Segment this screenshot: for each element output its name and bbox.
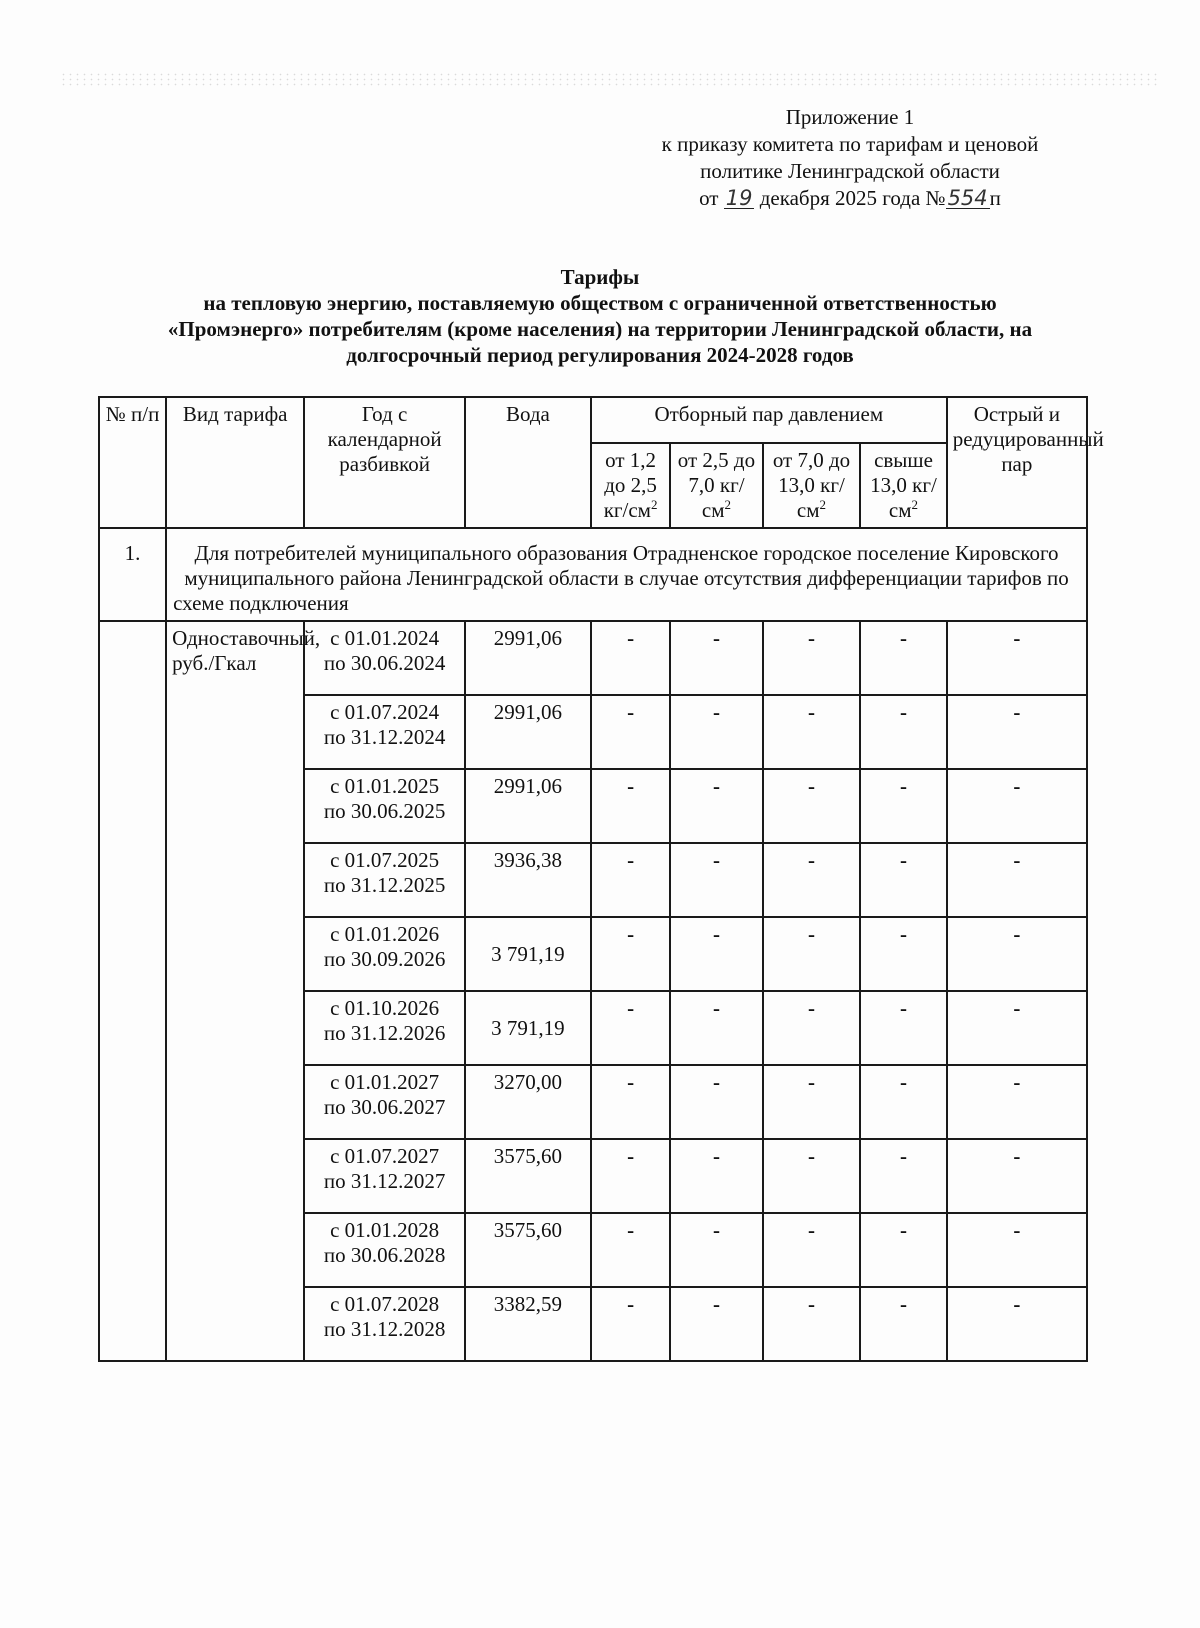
header-acute: Острый и редуцированный пар [947,397,1087,528]
dash-cell: - [670,917,762,991]
period-from: с 01.01.2027 [330,1070,440,1094]
water-value: 3936,38 [465,843,591,917]
dash-cell: - [763,769,861,843]
dash-cell: - [591,1065,670,1139]
dash-cell: - [860,695,946,769]
header-row-1 [99,397,1087,443]
dash-cell: - [860,843,946,917]
water-value: 3 791,19 [465,991,591,1065]
header-pressure-2 [670,443,762,528]
dash-cell: - [591,991,670,1065]
period-to: по 31.12.2025 [323,873,446,897]
title-line-4: долгосрочный период регулирования 2024-2028 годов [346,343,854,367]
period-to: по 30.06.2024 [323,651,446,675]
period-from: с 01.10.2026 [330,996,440,1020]
dash-cell: - [947,695,1087,769]
period-to: по 30.06.2028 [323,1243,446,1267]
section-num: 1. [99,528,166,621]
period-from: с 01.01.2025 [330,774,440,798]
period-cell [304,917,465,991]
table-row [99,621,1087,695]
header-year: Год с календарной разбивкой [304,397,465,528]
section-row [99,528,1087,621]
header-num: № п/п [99,397,166,528]
appendix-line-4 [560,185,1140,212]
period-from: с 01.01.2026 [330,922,440,946]
period-cell [304,695,465,769]
dash-cell: - [591,843,670,917]
document-title [100,264,1100,368]
section-text: Для потребителей муниципального образования Отрадненское городское поселение Кировского муниципального района Ленинградской области в случае отсутствия дифференциации тарифов по схеме подключения [166,528,1087,621]
dash-cell: - [763,917,861,991]
dash-cell: - [860,621,946,695]
dash-cell: - [947,1139,1087,1213]
header-type: Вид тарифа [166,397,304,528]
dash-cell: - [591,769,670,843]
title-line-1: Тарифы [560,265,640,289]
header-pressure-1-text: от 1,2 до 2,5 кг/см [603,448,657,522]
header-steam-group: Отборный пар давлением [591,397,947,443]
handwritten-number: 554 [947,186,988,210]
dash-cell: - [763,843,861,917]
appendix-prefix: от [699,186,719,210]
dash-cell: - [670,1287,762,1361]
water-value: 3270,00 [465,1065,591,1139]
water-value: 3575,60 [465,1213,591,1287]
dash-cell: - [763,695,861,769]
dash-cell: - [591,695,670,769]
header-pressure-4-text: свыше 13,0 кг/см [870,448,937,522]
period-to: по 30.06.2025 [323,799,446,823]
period-cell [304,1139,465,1213]
dash-cell: - [591,1213,670,1287]
dash-cell: - [763,1065,861,1139]
dash-cell: - [860,1139,946,1213]
period-from: с 01.07.2025 [330,848,440,872]
dash-cell: - [763,1213,861,1287]
appendix-line-3: политике Ленинградской области [700,159,1000,183]
period-from: с 01.07.2024 [330,700,440,724]
header-pressure-4 [860,443,946,528]
dash-cell: - [591,917,670,991]
dash-cell: - [947,991,1087,1065]
dash-cell: - [947,769,1087,843]
dash-cell: - [670,621,762,695]
water-value: 3575,60 [465,1139,591,1213]
dash-cell: - [860,991,946,1065]
dash-cell: - [591,1139,670,1213]
header-pressure-3-text: от 7,0 до 13,0 кг/см [772,448,851,522]
dash-cell: - [947,1213,1087,1287]
dash-cell: - [947,621,1087,695]
header-pressure-2-text: от 2,5 до 7,0 кг/см [677,448,756,522]
dash-cell: - [591,1287,670,1361]
header-water: Вода [465,397,591,528]
appendix-line-2: к приказу комитета по тарифам и ценовой [661,132,1039,156]
period-from: с 01.07.2028 [330,1292,440,1316]
water-value: 2991,06 [465,695,591,769]
sup-4: 2 [911,497,919,512]
tariff-table [98,396,1104,1362]
appendix-middle: декабря 2025 года № [759,186,946,210]
period-to: по 30.09.2026 [323,947,446,971]
period-from: с 01.01.2028 [330,1218,440,1242]
appendix-suffix: п [989,186,1001,210]
period-cell [304,769,465,843]
dash-cell: - [763,991,861,1065]
dash-cell: - [860,1287,946,1361]
appendix-block [560,104,1140,212]
sup-2: 2 [724,497,732,512]
dash-cell: - [763,1139,861,1213]
period-to: по 31.12.2027 [323,1169,446,1193]
dash-cell: - [860,917,946,991]
title-line-2: на тепловую энергию, поставляемую обществом с ограниченной ответственностью [203,291,997,315]
dash-cell: - [947,1065,1087,1139]
period-cell [304,621,465,695]
dash-cell: - [860,1065,946,1139]
dash-cell: - [947,1287,1087,1361]
dash-cell: - [670,1065,762,1139]
period-to: по 31.12.2024 [323,725,446,749]
scan-noise [60,72,1160,86]
period-cell [304,991,465,1065]
dash-cell: - [591,621,670,695]
dash-cell: - [670,1139,762,1213]
num-empty-cell [99,621,166,1361]
header-pressure-1 [591,443,670,528]
period-to: по 31.12.2026 [323,1021,446,1045]
dash-cell: - [670,695,762,769]
dash-cell: - [763,621,861,695]
dash-cell: - [763,1287,861,1361]
water-value: 3 791,19 [465,917,591,991]
tariff-type-cell: Одноставочный, руб./Гкал [166,621,304,1361]
title-line-3: «Промэнерго» потребителям (кроме населения) на территории Ленинградской области, на [167,317,1033,341]
water-value: 2991,06 [465,621,591,695]
period-cell [304,1065,465,1139]
dash-cell: - [670,991,762,1065]
handwritten-day: 19 [725,186,753,210]
period-from: с 01.07.2027 [330,1144,440,1168]
header-pressure-3 [763,443,861,528]
dash-cell: - [670,769,762,843]
period-to: по 31.12.2028 [323,1317,446,1341]
period-cell [304,1287,465,1361]
dash-cell: - [947,917,1087,991]
period-cell [304,843,465,917]
sup-3: 2 [819,497,827,512]
period-to: по 30.06.2027 [323,1095,446,1119]
dash-cell: - [860,1213,946,1287]
dash-cell: - [670,1213,762,1287]
water-value: 2991,06 [465,769,591,843]
water-value: 3382,59 [465,1287,591,1361]
dash-cell: - [860,769,946,843]
period-from: с 01.01.2024 [330,626,440,650]
sup-1: 2 [650,497,658,512]
dash-cell: - [947,843,1087,917]
appendix-line-1: Приложение 1 [785,105,915,129]
period-cell [304,1213,465,1287]
dash-cell: - [670,843,762,917]
